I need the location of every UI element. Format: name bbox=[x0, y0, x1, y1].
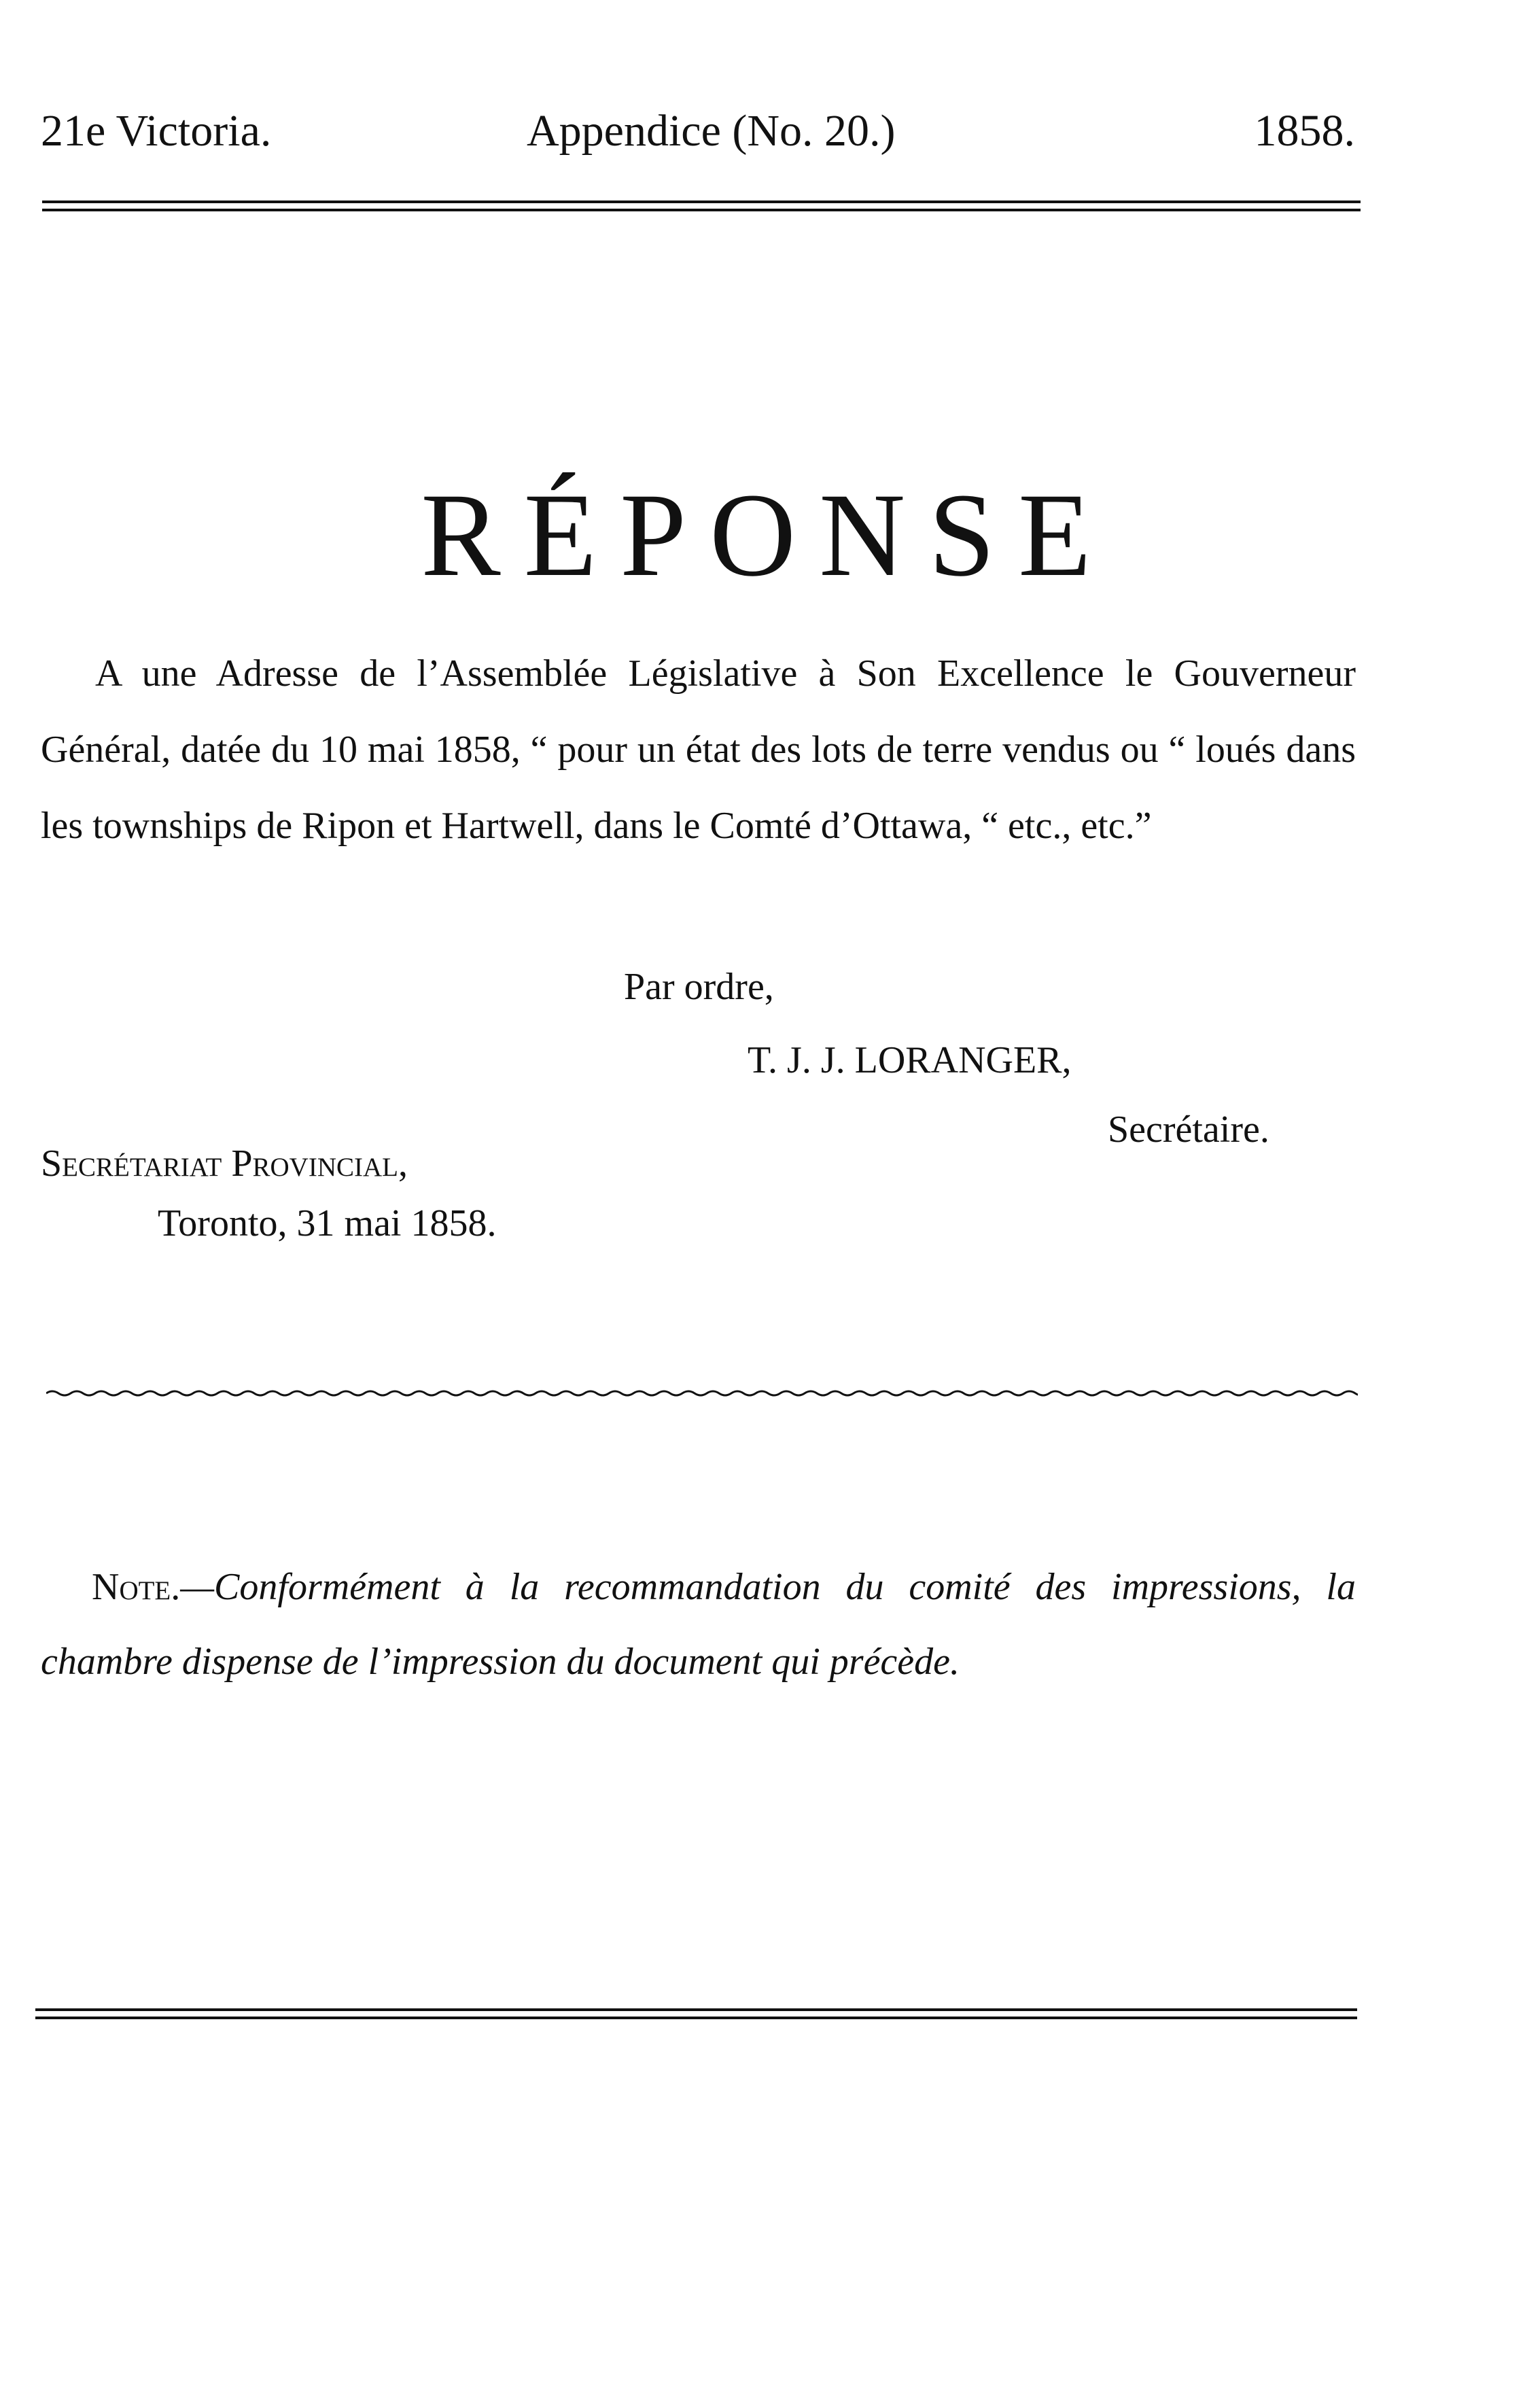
note-text: —Conformément à la recommandation du comité des impressions, la chambre dispense de l’impression du document qui précède. bbox=[41, 1566, 1356, 1683]
page-title: RÉPONSE bbox=[421, 469, 1115, 601]
place-and-date: Toronto, 31 mai 1858. bbox=[158, 1202, 497, 1244]
signatory-name: T. J. J. LORANGER, bbox=[748, 1039, 1072, 1081]
par-ordre-line: Par ordre, bbox=[624, 966, 774, 1008]
running-header-left: 21e Victoria. bbox=[41, 106, 272, 156]
note-block bbox=[41, 1550, 1356, 1699]
note-paragraph bbox=[41, 1550, 1356, 1699]
wavy-divider bbox=[46, 1380, 1358, 1407]
running-header-center: Appendice (No. 20.) bbox=[527, 106, 896, 156]
address-paragraph: A une Adresse de l’Assemblée Législative à Son Excellence le Gouverneur Général, datée du 10 mai 1858, “ pour un état des lots de terre vendus ou “ loués dans les townships de Ripon et Hartwell, dans le Comté d’Ottawa, “ etc., etc.” bbox=[41, 652, 1356, 847]
header-double-rule bbox=[42, 200, 1361, 211]
note-label: Note. bbox=[92, 1566, 181, 1608]
running-header-right: 1858. bbox=[1254, 106, 1355, 156]
signatory-title: Secrétaire. bbox=[1108, 1109, 1269, 1151]
issuing-office: Secrétariat Provincial, bbox=[41, 1142, 408, 1185]
address-paragraph-block bbox=[41, 635, 1356, 864]
footer-double-rule bbox=[35, 2008, 1357, 2019]
